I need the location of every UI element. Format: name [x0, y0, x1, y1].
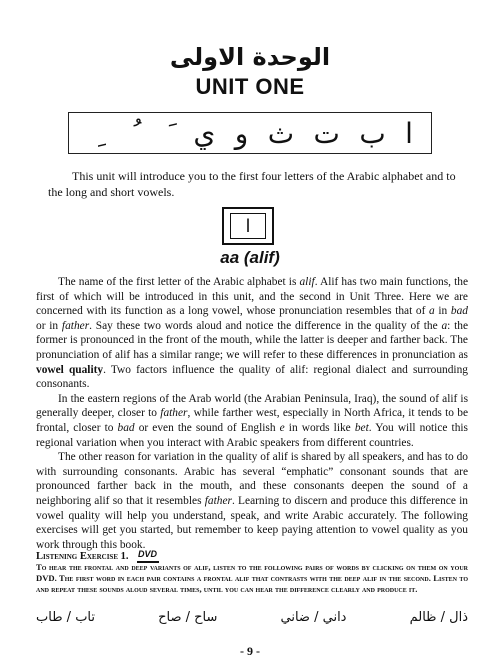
- text-run: The other reason for variation in the quality of alif is shared by all speakers, and has to do with surrounding consonants. Arabic has several “emphatic” consonant sounds that are pronounced farther back in the mouth, and these consonants deepen the sound of a neighboring alif so that it resembles: [36, 451, 468, 507]
- vowel-fatha: [158, 117, 174, 150]
- emphasized-word: bet: [354, 421, 369, 434]
- unit-title: UNIT ONE: [195, 74, 305, 99]
- text-run: . Say these two words aloud and notice the difference in the quality of the: [89, 319, 442, 332]
- text-run: , while farther west, especially in North Africa, it tends to be frontal, closer to: [36, 407, 468, 434]
- text-run: . Alif has two main functions, the first of which will be introduced in this unit, and the second in Unit Three. Here we are concerned with its function as a long vowel, whose pronunciation resembles that of: [36, 276, 469, 318]
- letter-yaa: ي: [193, 116, 216, 150]
- vowel-kasra: [87, 117, 103, 150]
- word-pair[interactable]: تاب / طاب: [36, 610, 96, 625]
- word-pair[interactable]: داني / ضاني: [280, 610, 347, 625]
- word-pair[interactable]: ساح / صاح: [158, 610, 218, 625]
- emphasized-word: father: [61, 319, 90, 332]
- text-run: . You will notice this regional variation when you interact with Arabic speakers from different countries.: [36, 421, 468, 449]
- alif-letter-box: [222, 207, 274, 245]
- page-number: - 9 -: [240, 644, 260, 658]
- letter-strip: [68, 112, 432, 154]
- text-run: . Two factors influence the quality of alif: regional dialect and surrounding consonants.: [36, 363, 468, 391]
- emphasized-word: a: [429, 305, 435, 318]
- text-run: in: [434, 305, 451, 318]
- alif-letter: ا: [230, 213, 266, 239]
- emphasized-word: a: [441, 319, 448, 332]
- emphasized-word: father: [204, 494, 232, 507]
- paragraph: [36, 450, 468, 552]
- letter-waw: و: [234, 116, 249, 150]
- exercise-heading: [36, 549, 159, 563]
- exercise-title: Listening Exercise 1.: [36, 550, 129, 562]
- emphasized-word: father: [160, 407, 188, 420]
- text-run: or even the sound of English: [134, 421, 280, 434]
- alif-label: aa (alif): [220, 248, 280, 267]
- bold-term: vowel quality: [36, 363, 104, 376]
- text-run: : the former is pronounced in the front of the mouth, while the latter is deeper and farther back. The pronunciation of alif has a similar range; we will refer to these differences in pronunciation as: [36, 319, 469, 361]
- letter-alif: ا: [405, 116, 413, 150]
- letter-baa: ب: [359, 116, 386, 150]
- text-run: in words like: [284, 421, 355, 434]
- word-pair[interactable]: ذال / ظالم: [409, 610, 468, 625]
- body-text: [36, 275, 468, 552]
- dvd-icon: DVD: [137, 549, 159, 563]
- letter-thaa: ث: [267, 116, 295, 150]
- arabic-unit-title: الوحدة الاولى: [169, 43, 331, 71]
- text-run: In the eastern regions of the Arab world (the Arabian Peninsula, Iraq), the sound of alif is generally deeper, closer to: [36, 392, 468, 420]
- intro-text: This unit will introduce you to the first four letters of the Arabic alphabet and to the long and short vowels.: [48, 169, 456, 199]
- emphasized-word: bad: [450, 305, 468, 318]
- paragraph: [36, 392, 468, 450]
- emphasized-word: e: [279, 421, 285, 434]
- letter-taa: ت: [313, 116, 340, 150]
- word-pairs: [36, 610, 468, 625]
- vowel-damma: [122, 117, 138, 150]
- paragraph: [36, 275, 468, 392]
- text-run: or in: [36, 319, 62, 332]
- text-run: The name of the first letter of the Arabic alphabet is: [58, 276, 300, 288]
- emphasized-word: alif: [299, 276, 315, 288]
- emphasized-word: bad: [117, 421, 135, 434]
- exercise-instructions: To hear the frontal and deep variants of alif, listen to the following pairs of words by clicking on them on your DVD. The first word in each pair contains a frontal alif that contrasts with the deep alif in the second. Listen to and repeat these sounds aloud several times, until you can hear the difference clearly and produce it.: [36, 562, 468, 594]
- text-run: . Learning to discern and produce this difference in vowel quality will help you understand, speak, and write Arabic accurately. The following exercises will get you started, but remember to keep paying attention to vowel quality as you work through this book.: [36, 494, 468, 551]
